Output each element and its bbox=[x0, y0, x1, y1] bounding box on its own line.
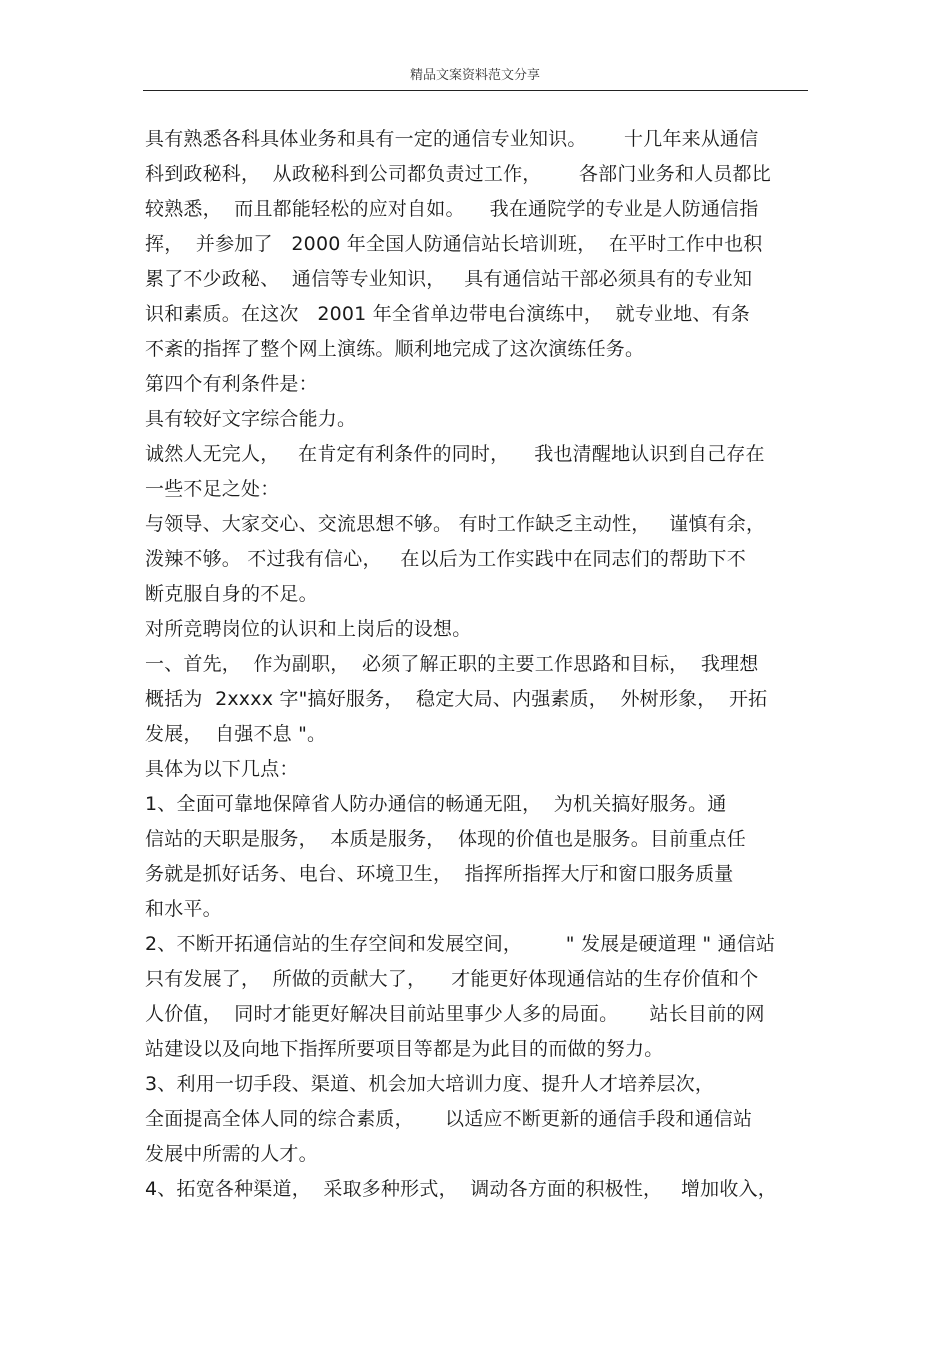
text-line: 信站的天职是服务， 本质是服务， 体现的价值也是服务。目前重点任 bbox=[145, 828, 746, 850]
text-line: 累了不少政秘、 通信等专业知识， 具有通信站干部必须具有的专业知 bbox=[145, 268, 753, 290]
header-divider bbox=[143, 90, 808, 91]
page-header: 精品文案资料范文分享 bbox=[409, 68, 540, 83]
text-line: 泼辣不够。 不过我有信心， 在以后为工作实践中在同志们的帮助下不 bbox=[145, 548, 746, 570]
text-line: 1、全面可靠地保障省人防办通信的畅通无阻， 为机关搞好服务。通 bbox=[145, 793, 727, 815]
text-line: 识和素质。在这次 2001 年全省单边带电台演练中， 就专业地、有条 bbox=[145, 303, 750, 325]
text-line: 一些不足之处： bbox=[145, 478, 280, 500]
text-line: 发展中所需的人才。 bbox=[145, 1143, 318, 1165]
text-line: 具体为以下几点： bbox=[145, 758, 299, 780]
text-line: 较熟悉， 而且都能轻松的应对自如。 我在通院学的专业是人防通信指 bbox=[145, 198, 759, 220]
text-line: 和水平。 bbox=[145, 898, 222, 920]
text-line: 科到政秘科， 从政秘科到公司都负责过工作， 各部门业务和人员都比 bbox=[145, 163, 771, 185]
text-line: 3、利用一切手段、渠道、机会加大培训力度、提升人才培养层次， bbox=[145, 1073, 715, 1095]
text-line: 务就是抓好话务、电台、环境卫生， 指挥所指挥大厅和窗口服务质量 bbox=[145, 863, 734, 885]
text-line: 全面提高全体人同的综合素质， 以适应不断更新的通信手段和通信站 bbox=[145, 1108, 753, 1130]
text-line: 诚然人无完人， 在肯定有利条件的同时， 我也清醒地认识到自己存在 bbox=[145, 443, 765, 465]
text-line: 断克服自身的不足。 bbox=[145, 583, 318, 605]
text-line: 发展， 自强不息 "。 bbox=[145, 723, 327, 745]
text-line: 第四个有利条件是： bbox=[145, 373, 318, 395]
text-line: 挥， 并参加了 2000 年全国人防通信站长培训班， 在平时工作中也积 bbox=[145, 233, 763, 255]
text-line: 2、不断开拓通信站的生存空间和发展空间， " 发展是硬道理 " 通信站 bbox=[145, 933, 776, 955]
text-line: 不紊的指挥了整个网上演练。顺利地完成了这次演练任务。 bbox=[145, 338, 645, 360]
text-line: 概括为 2xxxx 字"搞好服务， 稳定大局、内强素质， 外树形象， 开拓 bbox=[145, 688, 768, 710]
text-line: 4、拓宽各种渠道， 采取多种形式， 调动各方面的积极性， 增加收入， bbox=[145, 1178, 777, 1200]
text-line: 人价值， 同时才能更好解决目前站里事少人多的局面。 站长目前的网 bbox=[145, 1003, 765, 1025]
text-line: 一、首先， 作为副职， 必须了解正职的主要工作思路和目标， 我理想 bbox=[145, 653, 759, 675]
text-line: 对所竞聘岗位的认识和上岗后的设想。 bbox=[145, 618, 472, 640]
text-line: 具有较好文字综合能力。 bbox=[145, 408, 357, 430]
text-line: 具有熟悉各科具体业务和具有一定的通信专业知识。 十几年来从通信 bbox=[145, 128, 759, 150]
text-line: 只有发展了， 所做的贡献大了， 才能更好体现通信站的生存价值和个 bbox=[145, 968, 759, 990]
document-body bbox=[145, 122, 810, 1207]
text-line: 站建设以及向地下指挥所要项目等都是为此目的而做的努力。 bbox=[145, 1038, 664, 1060]
text-line: 与领导、大家交心、交流思想不够。 有时工作缺乏主动性， 谨慎有余， bbox=[145, 513, 766, 535]
